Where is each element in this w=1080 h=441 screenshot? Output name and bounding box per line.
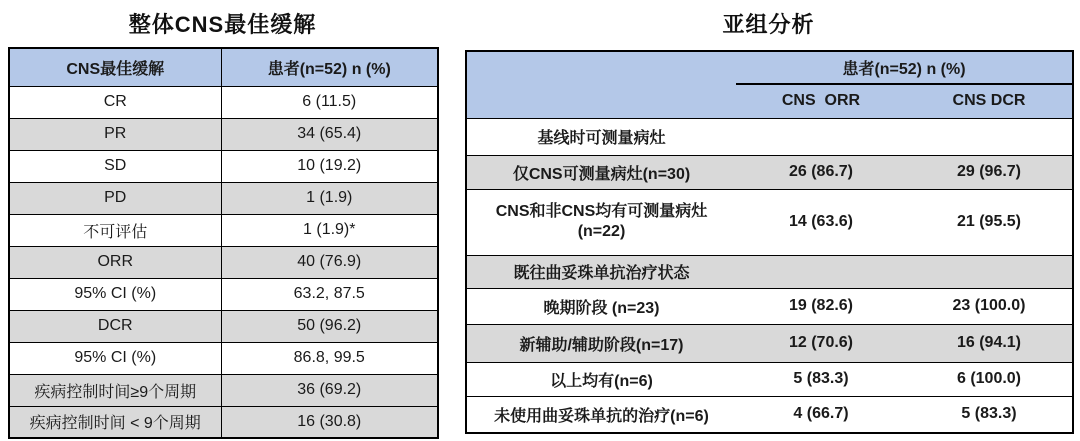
cns-best-response-table-header — [9, 48, 438, 86]
table-row-pr — [9, 118, 438, 150]
orr-value: 4 (66.7) — [736, 396, 906, 433]
empty-cell — [906, 255, 1073, 288]
table-row-dc-lt9 — [9, 406, 438, 438]
table-row-dcr — [9, 310, 438, 342]
table-row-dc-ge9 — [9, 374, 438, 406]
row-value: 1 (1.9)* — [221, 214, 438, 246]
header-cell-empty — [466, 51, 736, 84]
table-row-cr — [9, 86, 438, 118]
row-label: ORR — [9, 246, 221, 278]
row-label: 新辅助/辅助阶段(n=17) — [466, 324, 736, 362]
cns-best-response-table — [8, 47, 439, 439]
dcr-value: 6 (100.0) — [906, 362, 1073, 396]
row-label: PD — [9, 182, 221, 214]
row-value: 40 (76.9) — [221, 246, 438, 278]
row-label: 疾病控制时间≥9个周期 — [9, 374, 221, 406]
row-value: 50 (96.2) — [221, 310, 438, 342]
row-label: PR — [9, 118, 221, 150]
dcr-value: 23 (100.0) — [906, 288, 1073, 324]
row-label: 未使用曲妥珠单抗的治疗(n=6) — [466, 396, 736, 433]
header-cell-cns-dcr: CNS DCR — [906, 84, 1073, 118]
row-label-line2: (n=22) — [577, 223, 626, 240]
subgroup-analysis-table — [465, 50, 1074, 434]
row-value: 1 (1.9) — [221, 182, 438, 214]
row-value: 63.2, 87.5 — [221, 278, 438, 310]
row-value: 34 (65.4) — [221, 118, 438, 150]
dcr-value: 21 (95.5) — [906, 189, 1073, 255]
row-label: SD — [9, 150, 221, 182]
table-row-orr — [9, 246, 438, 278]
row-label: CR — [9, 86, 221, 118]
table-row-no-trastuzumab — [466, 396, 1073, 433]
row-label: 95% CI (%) — [9, 342, 221, 374]
row-value: 86.8, 99.5 — [221, 342, 438, 374]
left-table-title: 整体CNS最佳缓解 — [128, 12, 317, 37]
header-row-patients — [466, 51, 1073, 84]
table-row-cns-only — [466, 155, 1073, 189]
row-label: 疾病控制时间 < 9个周期 — [9, 406, 221, 438]
row-label-line1: CNS和非CNS均有可测量病灶 — [495, 203, 708, 220]
dcr-value: 16 (94.1) — [906, 324, 1073, 362]
row-value: 36 (69.2) — [221, 374, 438, 406]
row-label: DCR — [9, 310, 221, 342]
header-cell-patients: 患者(n=52) n (%) — [736, 51, 1073, 84]
row-label: 晚期阶段 (n=23) — [466, 288, 736, 324]
section-row-prior-trastuzumab — [466, 255, 1073, 288]
row-label: 95% CI (%) — [9, 278, 221, 310]
orr-value: 5 (83.3) — [736, 362, 906, 396]
section-label: 既往曲妥珠单抗治疗状态 — [466, 255, 736, 288]
table-row-not-evaluable — [9, 214, 438, 246]
section-label: 基线时可测量病灶 — [466, 118, 736, 155]
row-value: 6 (11.5) — [221, 86, 438, 118]
table-row-cns-and-noncns — [466, 189, 1073, 255]
table-row-dcr-ci — [9, 342, 438, 374]
orr-value: 14 (63.6) — [736, 189, 906, 255]
row-value: 10 (19.2) — [221, 150, 438, 182]
orr-value: 12 (70.6) — [736, 324, 906, 362]
row-label: 仅CNS可测量病灶(n=30) — [466, 155, 736, 189]
header-cell-patients: 患者(n=52) n (%) — [221, 48, 438, 86]
subgroup-table-header — [466, 51, 1073, 118]
empty-cell — [906, 118, 1073, 155]
table-row-sd — [9, 150, 438, 182]
section-row-baseline-lesions — [466, 118, 1073, 155]
header-row — [9, 48, 438, 86]
table-row-advanced-stage — [466, 288, 1073, 324]
row-label: 以上均有(n=6) — [466, 362, 736, 396]
orr-value: 19 (82.6) — [736, 288, 906, 324]
header-row-measures — [466, 84, 1073, 118]
empty-cell — [736, 118, 906, 155]
table-row-neoadjuvant — [466, 324, 1073, 362]
empty-cell — [736, 255, 906, 288]
orr-value: 26 (86.7) — [736, 155, 906, 189]
dcr-value: 5 (83.3) — [906, 396, 1073, 433]
row-label: 不可评估 — [9, 214, 221, 246]
row-label — [466, 189, 736, 255]
right-table-title: 亚组分析 — [722, 12, 815, 37]
header-cell-empty — [466, 84, 736, 118]
table-row-both-above — [466, 362, 1073, 396]
table-row-pd — [9, 182, 438, 214]
header-cell-category: CNS最佳缓解 — [9, 48, 221, 86]
dcr-value: 29 (96.7) — [906, 155, 1073, 189]
table-row-orr-ci — [9, 278, 438, 310]
row-value: 16 (30.8) — [221, 406, 438, 438]
header-cell-cns-orr: CNS ORR — [736, 84, 906, 118]
